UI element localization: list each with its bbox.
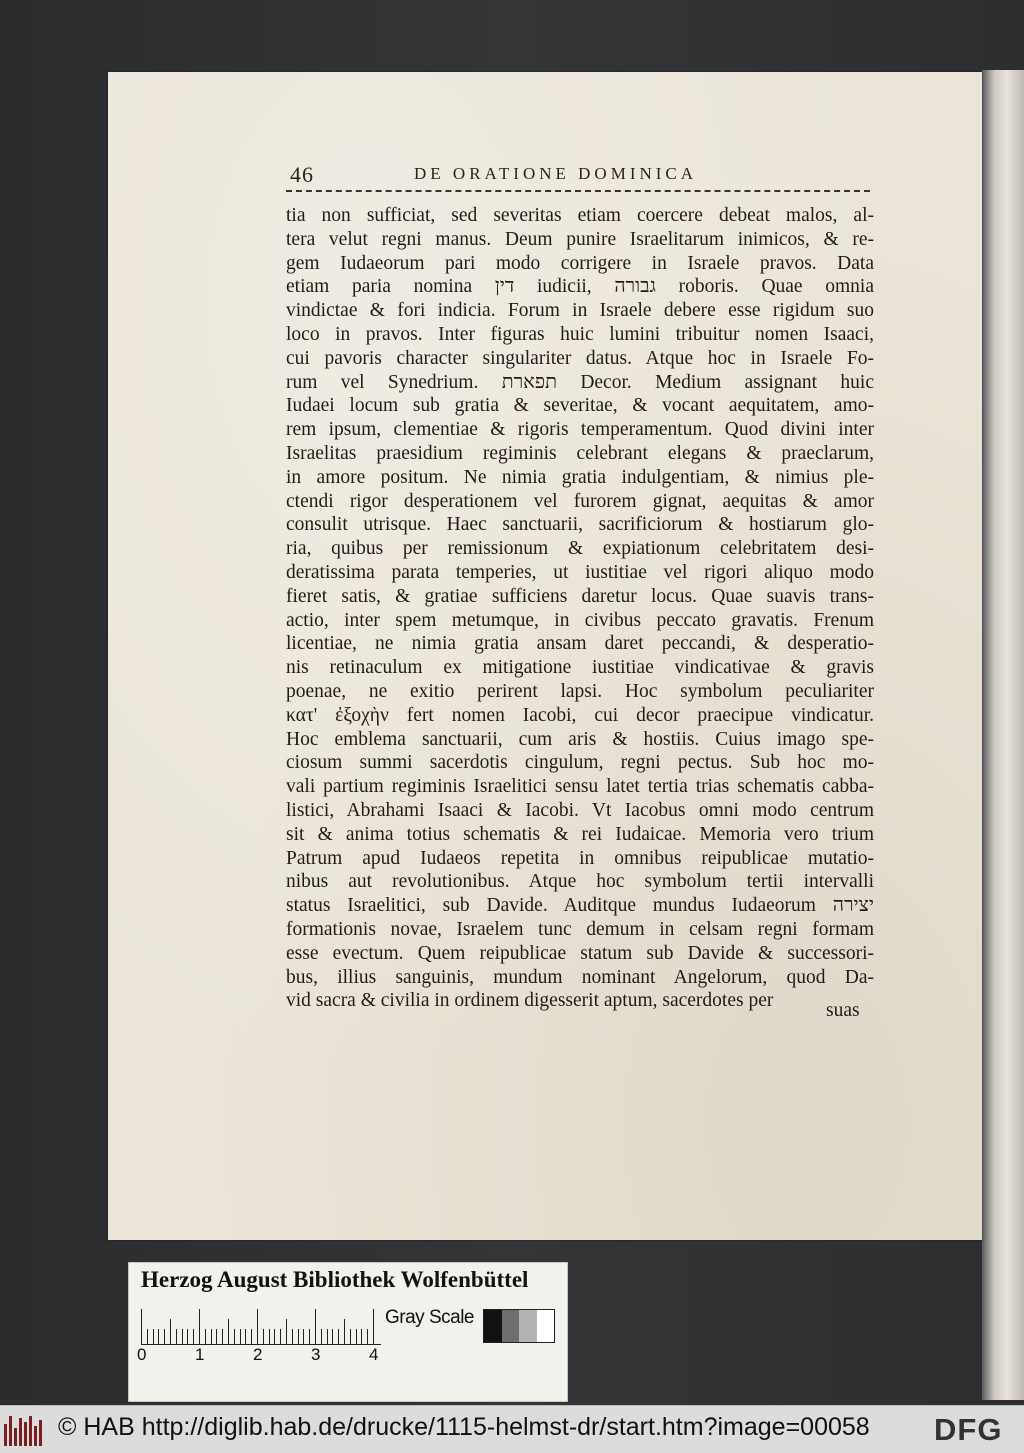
- ruler-tick: [199, 1309, 200, 1345]
- text-line: fieret satis, & gratiae sufficiens daretur locus. Quae suavis trans-: [286, 585, 874, 607]
- page-number: 46: [290, 162, 314, 187]
- text-line: formationis novae, Israelem tunc demum in celsam regni formam: [286, 918, 874, 940]
- ruler-tick: [170, 1319, 171, 1345]
- dfg-logo: DFG: [934, 1412, 1003, 1447]
- text-line: rum vel Synedrium. תפארת Decor. Medium assignant huic: [286, 371, 874, 393]
- text-line: deratissima parata temperies, ut iustitiae vel rigori aliquo modo: [286, 561, 874, 583]
- text-line: ciosum summi sacerdotis cingulum, regni pectus. Sub hoc mo-: [286, 752, 874, 774]
- ruler-tick: [303, 1329, 304, 1345]
- text-line: vali partium regiminis Israelitici sensu latet tertia trias schematis cabba-: [286, 776, 874, 798]
- grayscale-swatch: [519, 1310, 537, 1342]
- text-line: poenae, ne exitio perirent lapsi. Hoc symbolum peculiariter: [286, 680, 874, 702]
- text-line: nibus aut revolutionibus. Atque hoc symbolum tertii intervalli: [286, 871, 874, 893]
- ruler-tick: [240, 1329, 241, 1345]
- text-line: actio, inter spem metumque, in civibus peccato gravatis. Frenum: [286, 609, 874, 631]
- text-line: loco in pravos. Inter figuras huic lumini tribuitur nomen Isaaci,: [286, 323, 874, 345]
- ruler-tick: [338, 1329, 339, 1345]
- ruler-tick: [263, 1329, 264, 1345]
- text-line: nis retinaculum ex mitigatione iustitiae vindicativae & gravis: [286, 657, 874, 679]
- text-line: esse evectum. Quem reipublicae statum sub Davide & successori-: [286, 942, 874, 964]
- book-edge: [982, 70, 1024, 1400]
- ruler-tick: [193, 1329, 194, 1345]
- ruler-tick: [147, 1329, 148, 1345]
- text-line: status Israelitici, sub Davide. Auditque mundus Iudaeorum יצירה: [286, 895, 874, 917]
- ruler-tick: [182, 1329, 183, 1345]
- ruler-number: 3: [311, 1345, 321, 1364]
- ruler-tick: [234, 1329, 235, 1345]
- ruler-tick: [176, 1329, 177, 1345]
- ruler-number: 0: [137, 1345, 147, 1364]
- ruler-tick: [350, 1329, 351, 1345]
- ruler-tick: [309, 1329, 310, 1345]
- grayscale-label: Gray Scale: [385, 1307, 474, 1328]
- ruler-tick: [286, 1319, 287, 1345]
- text-line: Israelitas praesidium regiminis celebrant elegans & praeclarum,: [286, 442, 874, 464]
- text-line: vindictae & fori indicia. Forum in Israele debere esse rigidum suo: [286, 300, 874, 322]
- text-line: ria, quibus per remissionum & expiationum celebritatem desi-: [286, 538, 874, 560]
- text-line: consulit utrisque. Haec sanctuarii, sacrificiorum & hostiarum glo-: [286, 514, 874, 536]
- ruler-tick: [298, 1329, 299, 1345]
- text-line: κατ' ἐξοχὴν fert nomen Iacobi, cui decor praecipue vindicatur.: [286, 704, 874, 726]
- text-line: rem ipsum, clementiae & rigoris temperamentum. Quod divini inter: [286, 419, 874, 441]
- text-line: Patrum apud Iudaeos repetita in omnibus reipublicae mutatio-: [286, 847, 874, 869]
- ruler-tick: [205, 1329, 206, 1345]
- text-line: vid sacra & civilia in ordinem digesserit aptum, sacerdotes per: [286, 990, 774, 1012]
- text-line: gem Iudaeorum pari modo corrigere in Israele pravos. Data: [286, 252, 874, 274]
- ruler-tick: [158, 1329, 159, 1345]
- ruler-tick: [356, 1329, 357, 1345]
- ruler-tick: [216, 1329, 217, 1345]
- ruler-tick: [222, 1329, 223, 1345]
- text-line: etiam paria nomina דין iudicii, גבורה roboris. Quae omnia: [286, 276, 874, 298]
- ruler-tick: [141, 1309, 142, 1345]
- ruler-number: 2: [253, 1345, 263, 1364]
- grayscale-bar: [483, 1309, 555, 1343]
- ruler-tick: [187, 1329, 188, 1345]
- ruler-tick: [280, 1329, 281, 1345]
- body-text: [286, 204, 874, 1013]
- ruler-tick: [269, 1329, 270, 1345]
- ruler-tick: [361, 1329, 362, 1345]
- running-head: DE ORATIONE DOMINICA: [414, 164, 698, 183]
- text-line: ctendi rigor desperationem vel furorem gignat, aequitas & amor: [286, 490, 874, 512]
- ruler-tick: [211, 1329, 212, 1345]
- page-header: [286, 160, 870, 192]
- text-line: Hoc emblema sanctuarii, cum aris & hostiis. Cuius imago spe-: [286, 728, 874, 750]
- text-line: sit & anima totius schematis & rei Iudaicae. Memoria vero trium: [286, 823, 874, 845]
- ruler-tick: [344, 1319, 345, 1345]
- ruler-tick: [153, 1329, 154, 1345]
- text-line: listici, Abrahami Isaaci & Iacobi. Vt Iacobus omni modo centrum: [286, 799, 874, 821]
- text-line: tera velut regni manus. Deum punire Israelitarum inimicos, & re-: [286, 228, 874, 250]
- footer-bar: [0, 1405, 1024, 1453]
- grayscale-swatch: [537, 1310, 555, 1342]
- copyright-url[interactable]: © HAB http://diglib.hab.de/drucke/1115-helmst-dr/start.htm?image=00058: [58, 1413, 870, 1441]
- ruler-tick: [257, 1309, 258, 1345]
- ruler-tick: [228, 1319, 229, 1345]
- ruler-tick: [245, 1329, 246, 1345]
- grayscale-swatch: [484, 1310, 502, 1342]
- text-line: bus, illius sanguinis, mundum nominant Angelorum, quod Da-: [286, 966, 874, 988]
- ruler-tick: [367, 1329, 368, 1345]
- ruler-tick: [274, 1329, 275, 1345]
- ruler: [141, 1305, 381, 1345]
- ruler-tick: [315, 1309, 316, 1345]
- text-line: cui pavoris character singulariter datus. Atque hoc in Israele Fo-: [286, 347, 874, 369]
- catchword: suas: [826, 1000, 860, 1021]
- ruler-tick: [251, 1329, 252, 1345]
- ruler-tick: [292, 1329, 293, 1345]
- hab-barcode-icon: [4, 1414, 46, 1446]
- ruler-tick: [373, 1309, 374, 1345]
- ruler-tick: [321, 1329, 322, 1345]
- ruler-number: 4: [369, 1345, 379, 1364]
- text-line: in amore positum. Ne nimia gratia indulgentiam, & nimius ple-: [286, 466, 874, 488]
- ruler-tick: [332, 1329, 333, 1345]
- grayscale-swatch: [502, 1310, 520, 1342]
- text-line: Iudaei locum sub gratia & severitae, & vocant aequitatem, amo-: [286, 395, 874, 417]
- ruler-tick: [327, 1329, 328, 1345]
- text-line: tia non sufficiat, sed severitas etiam coercere debeat malos, al-: [286, 205, 874, 226]
- text-line: licentiae, ne nimia gratia ansam daret peccandi, & desperatio-: [286, 633, 874, 655]
- color-scale-card: [128, 1262, 568, 1402]
- header-rule: [286, 190, 870, 192]
- ruler-tick: [164, 1329, 165, 1345]
- library-name: Herzog August Bibliothek Wolfenbüttel: [141, 1267, 529, 1292]
- ruler-number: 1: [195, 1345, 205, 1364]
